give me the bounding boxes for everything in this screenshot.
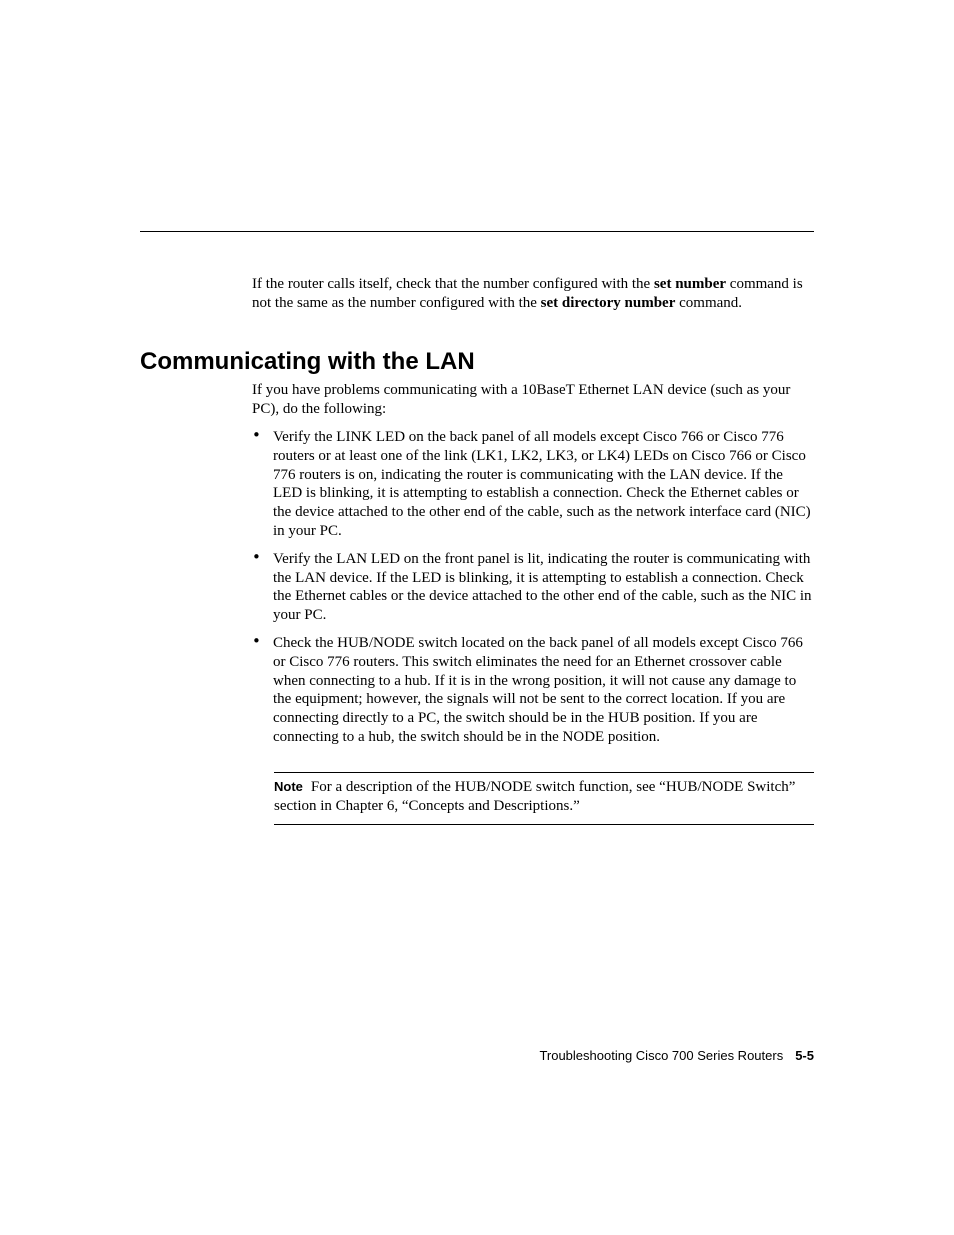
bullet-icon: • — [252, 547, 261, 566]
bullet-text: Verify the LAN LED on the front panel is lit, indicating the router is communicating with the LAN device. If the LED is blinking, it is attempting to establish a connection. Check the Ethernet cables or the device attached to the other end of the cable, such as the NIC in your PC. — [273, 550, 812, 624]
note-box — [274, 772, 814, 825]
note-text: For a description of the HUB/NODE switch function, see “HUB/NODE Switch” section in Chapter 6, “Concepts and Descriptions.” — [274, 779, 796, 814]
page-number: 5-5 — [795, 1048, 814, 1063]
bullet-icon: • — [252, 426, 261, 444]
intro-paragraph — [252, 275, 814, 313]
troubleshooting-bullet-list — [252, 428, 814, 756]
bullet-text: Verify the LINK LED on the back panel of all models except Cisco 766 or Cisco 776 routers or at least one of the link (LK1, LK2, LK3, or LK4) LEDs on Cisco 766 or Cisco 776 routers is on, indicating the router is communicating with the LAN device. If the LED is blinking, it is attempting to establish a connection. Check the Ethernet cables or the device attached to the other end of the cable, such as the network interface card (NIC) in your PC. — [273, 429, 811, 539]
intro-text-3: command. — [675, 295, 743, 311]
bullet-item-hub-node-switch — [252, 631, 814, 747]
bullet-item-lan-led — [252, 547, 814, 625]
set-number-command: set number — [653, 276, 727, 292]
intro-text-2: command is not the same as the number configured with the — [252, 276, 803, 311]
intro-text-1: If the router calls itself, check that the number configured with the — [252, 276, 654, 292]
page-footer — [539, 1047, 814, 1065]
note-paragraph — [274, 778, 814, 815]
section-heading: Communicating with the LAN — [140, 348, 475, 375]
bullet-item-link-led — [252, 428, 814, 541]
section-lead-paragraph: If you have problems communicating with a 10BaseT Ethernet LAN device (such as your PC), do the following: — [252, 382, 791, 417]
bullet-icon: • — [252, 631, 261, 650]
note-label: Note — [274, 779, 303, 794]
footer-title: Troubleshooting Cisco 700 Series Routers — [539, 1048, 784, 1063]
set-directory-number-command: set directory number — [540, 295, 676, 311]
bullet-text: Check the HUB/NODE switch located on the back panel of all models except Cisco 766 or Cisco 776 routers. This switch eliminates the need for an Ethernet crossover cable when connecting to a hub. If it is in the wrong position, it will not cause any damage to the equipment; however, the signals will not be sent to the correct location. If you are connecting directly to a PC, the switch should be in the HUB position. If you are connecting to a hub, the switch should be in the NODE position. — [273, 634, 803, 745]
header-rule — [140, 231, 814, 232]
